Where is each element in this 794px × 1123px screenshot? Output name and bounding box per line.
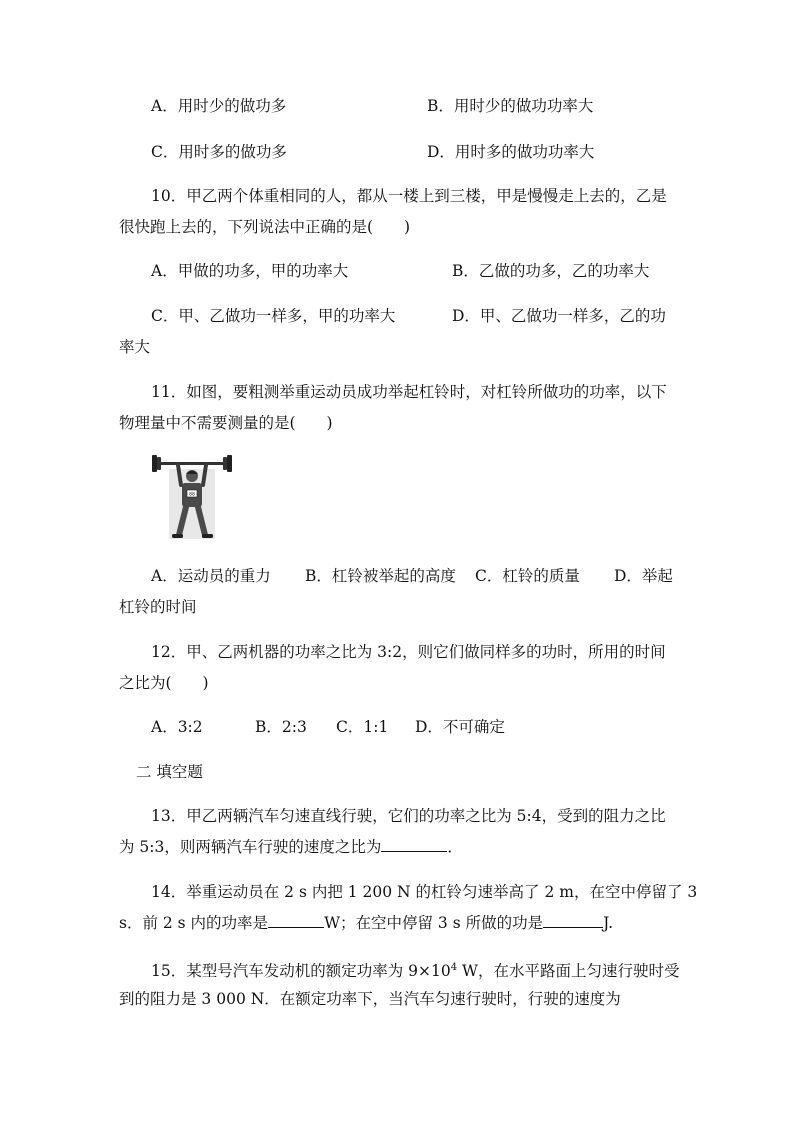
q14-work-blank[interactable] [543,913,603,928]
q12-option-b: B．2:3 [255,718,307,736]
q15-exponent: 4 [450,962,458,973]
q13-line2-end: ． [447,838,463,856]
q11-option-d: D．举起 [614,567,673,585]
q15-line1-after: W，在水平路面上匀速行驶时受 [457,962,680,981]
q11-option-b: B．杠铃被举起的高度 [305,567,456,585]
q9-option-d: D．用时多的做功功率大 [427,143,595,161]
q9-option-b: B．用时少的做功功率大 [427,97,594,115]
section-title: 二 填空题 [136,763,203,781]
q11-option-c: C．杠铃的质量 [475,567,580,585]
q10-option-c: C．甲、乙做功一样多，甲的功率大 [151,307,396,325]
q12-option-c: C．1:1 [336,718,389,736]
weightlifter-figure [151,451,233,543]
q10-option-d-cont: 率大 [119,338,151,356]
q11-stem-line1: 11．如图，要粗测举重运动员成功举起杠铃时，对杠铃所做功的功率，以下 [151,383,667,401]
q15-line1-before: 15．某型号汽车发动机的额定功率为 9×10 [151,962,451,981]
q10-option-b: B．乙做的功多，乙的功率大 [452,262,650,280]
q14-line2-part1: s．前 2 s 内的功率是 [119,914,269,932]
q9-option-a: A．用时少的做功多 [151,97,287,115]
q12-stem-line1: 12．甲、乙两机器的功率之比为 3:2，则它们做同样多的功时，所用的时间 [151,643,666,661]
q14-power-blank[interactable] [268,913,324,928]
q14-line1: 14．举重运动员在 2 s 内把 1 200 N 的杠铃匀速举高了 2 m，在空中停留了 3 [151,883,698,901]
q14-line2-part2: W；在空中停留 3 s 所做的功是 [324,914,544,932]
q15-line2: 到的阻力是 3 000 N．在额定功率下，当汽车匀速行驶时，行驶的速度为 [119,990,621,1008]
q13-line2 [119,836,463,858]
q12-stem-line2: 之比为( ) [119,674,209,692]
q15-line1 [151,957,679,982]
q9-option-c: C．用时多的做功多 [151,143,287,161]
q14-line2-part3: J. [603,914,614,932]
q13-line2-text: 为 5:3，则两辆汽车行驶的速度之比为 [119,838,382,856]
q10-option-a: A．甲做的功多，甲的功率大 [151,262,349,280]
q13-answer-blank[interactable] [381,837,447,852]
q12-option-a: A．3:2 [151,718,203,736]
q10-stem-line1: 10．甲乙两个体重相同的人，都从一楼上到三楼，甲是慢慢走上去的，乙是 [151,187,667,205]
q11-option-a: A．运动员的重力 [151,567,271,585]
q12-option-d: D．不可确定 [415,718,505,736]
q11-option-d-cont: 杠铃的时间 [119,598,197,616]
q10-stem-line2: 很快跑上去的，下列说法中正确的是( ) [119,218,411,236]
q14-line2 [119,912,613,934]
q11-stem-line2: 物理量中不需要测量的是( ) [119,414,333,432]
bib-number-label: 88 [189,492,195,498]
q13-line1: 13．甲乙两辆汽车匀速直线行驶，它们的功率之比为 5:4，受到的阻力之比 [151,807,666,825]
q10-option-d: D．甲、乙做功一样多，乙的功 [452,307,666,325]
